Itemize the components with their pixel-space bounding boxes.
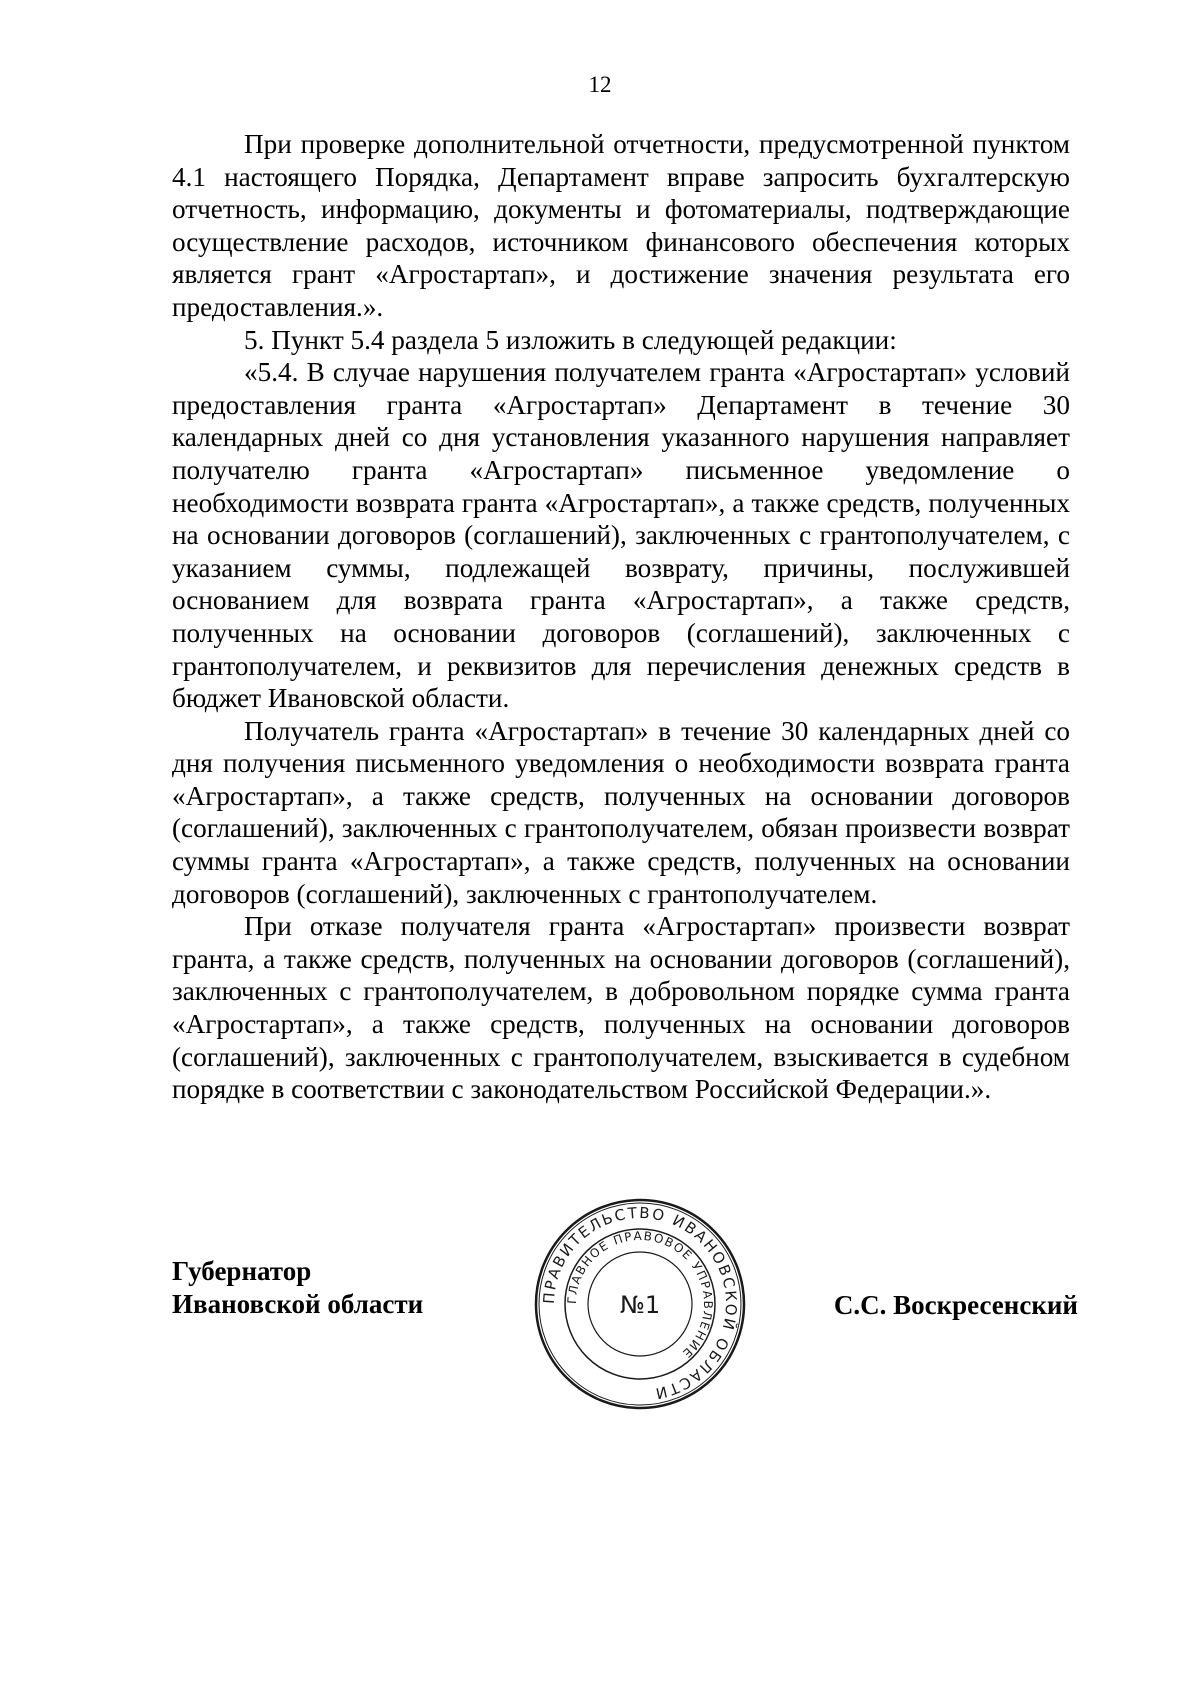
- signatory-position: [172, 1255, 423, 1321]
- signatory-position-line1: Губернатор: [172, 1256, 312, 1286]
- signatory-position-line2: Ивановской области: [172, 1289, 424, 1319]
- paragraph-court-recovery: При отказе получателя гранта «Агростартап» произвести возврат гранта, а также средств, полученных на основании договоров (соглашений), заключенных с грантополучателем, в добровольном порядке сумма гранта «Агростартап», а также средств, полученных на основании договоров (соглашений), заключенных с грантополучателем, взыскивается в судебном порядке в соответствии с законодательством Российской Федерации.».: [172, 911, 1070, 1105]
- paragraph-clause-5-4: «5.4. В случае нарушения получателем гранта «Агростартап» условий предоставления гранта «Агростартап» Департамент в течение 30 календарных дней со дня установления указанного нарушения направляет получателю гранта «Агростартап» письменное уведомление о необходимости возврата гранта «Агростартап», а также средств, полученных на основании договоров (соглашений), заключенных с грантополучателем, с указанием суммы, подлежащей возврату, причины, послужившей основанием для возврата гранта «Агростартап», а также средств, полученных на основании договоров (соглашений), заключенных с грантополучателем, и реквизитов для перечисления денежных средств в бюджет Ивановской области.: [172, 357, 1070, 714]
- paragraph-verification: При проверке дополнительной отчетности, предусмотренной пунктом 4.1 настоящего Порядка, Департамент вправе запросить бухгалтерскую отчетность, информацию, документы и фотоматериалы, подтверждающие осуществление расходов, источником финансового обеспечения которых является грант «Агростартап», и достижение значения результата его предоставления.».: [172, 129, 1070, 322]
- paragraph-amendment-5: 5. Пункт 5.4 раздела 5 изложить в следующей редакции:: [244, 324, 897, 355]
- stamp-number: №1: [619, 1291, 661, 1319]
- paragraph-refund-obligation: Получатель гранта «Агростартап» в течение 30 календарных дней со дня получения письменного уведомления о необходимости возврата гранта «Агростартап», а также средств, полученных на основании договоров (соглашений), заключенных с грантополучателем, обязан произвести возврат суммы гранта «Агростартап», а также средств, полученных на основании договоров (соглашений), заключенных с грантополучателем.: [172, 715, 1070, 909]
- stamp-outer-text: ПРАВИТЕЛЬСТВО ИВАНОВСКОЙ ОБЛАСТИ: [539, 1203, 741, 1403]
- signatory-name: С.С. Воскресенский: [833, 1290, 1078, 1320]
- official-stamp: [533, 1197, 747, 1411]
- stamp-inner-text: ГЛАВНОЕ ПРАВОВОЕ УПРАВЛЕНИЕ: [564, 1228, 716, 1362]
- page-number: 12: [588, 72, 612, 97]
- document-body: [172, 128, 1070, 1106]
